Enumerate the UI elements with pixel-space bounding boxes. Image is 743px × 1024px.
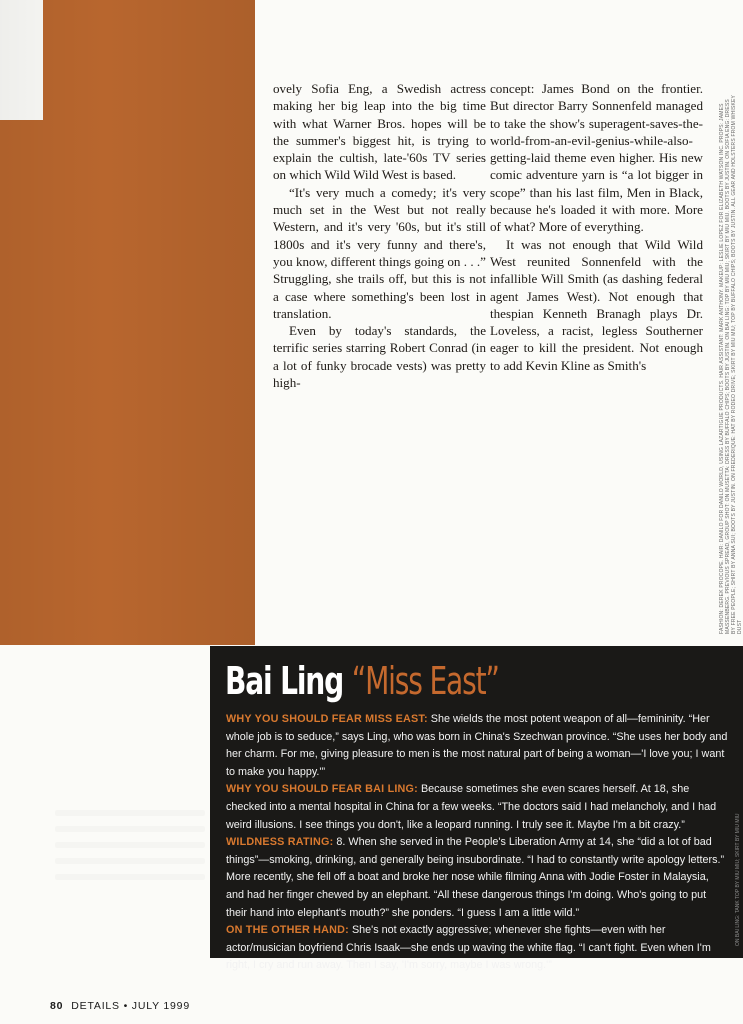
profile-title — [225, 659, 499, 703]
section-lead: WILDNESS RATING: — [226, 836, 334, 849]
article-paragraph: ovely Sofia Eng, a Swedish actress making her big leap into the big time with what Warner Bros. hopes will be the summer's biggest hit, is trying to explain the cultish, late-'60s TV series on which Wild Wild West is based. — [273, 81, 486, 183]
photo-bleed-through — [55, 810, 205, 950]
profile-section — [226, 781, 729, 834]
profile-section — [226, 922, 729, 975]
article-paragraph: Even by today's standards, the terrific series starring Robert Conrad (in a lot of funky brocade vests) was pretty high- — [273, 323, 486, 391]
fashion-credits — [719, 90, 743, 634]
profile-section — [226, 834, 729, 922]
section-text: She's not exactly aggressive; whenever she fights—even with her actor/musician boyfriend Chris Isaak—she ends up waving the white flag. “I can't fight. Even when I'm right, I cry and run away. Then I say, 'I'm sorry, maybe I was wrong.'” — [226, 924, 711, 972]
section-lead: WHY YOU SHOULD FEAR MISS EAST: — [226, 713, 428, 725]
dropcap-shading — [0, 0, 262, 645]
section-lead: ON THE OTHER HAND: — [226, 924, 349, 937]
profile-name: Bai Ling — [225, 659, 344, 703]
section-text: Because sometimes she even scares herself. At 18, she checked into a mental hospital in China for a few weeks. “The doctors said I had melancholy, and I had weird illusions. I see things you don't, like a leopard running. I truly see it. Maybe I'm a bit crazy.” — [226, 783, 717, 831]
profile-section — [226, 711, 729, 781]
section-text: 8. When she served in the People's Liberation Army at 14, she “did a lot of bad things”—smoking, drinking, and generally being insubordinate. “I had to constantly write apology letters.” More recently, she fell off a boat and broke her nose while filming Anna with Jodie Foster in Malaysia, and had her finger chewed by an elephant. “All these dangerous things I'm doing. Who's going to put their hand into elephant's mouth?” she ponders. “I guess I am a little wild.” — [226, 836, 725, 919]
article-paragraph: It was not enough that Wild Wild West reunited Sonnenfeld with the infallible Will Smith (as dashing federal agent James West). Not enough that thespian Kenneth Branagh plays Dr. Loveless, a racist, legless Southerner eager to kill the president. Not enough to add Kevin Kline as Smith's — [490, 236, 703, 373]
dropcap-gutter — [255, 0, 265, 645]
article-column-2 — [490, 80, 703, 374]
folio — [50, 1000, 190, 1012]
photo-credit-text: ON BAI LING: TANK TOP BY MIU MIU; SKIRT BY MIU MIU — [735, 813, 741, 946]
section-lead: WHY YOU SHOULD FEAR BAI LING: — [226, 783, 418, 796]
dropcap-letter-l — [0, 0, 262, 645]
magazine-issue: DETAILS • JULY 1999 — [71, 1000, 190, 1012]
article-column-1 — [273, 80, 486, 391]
section-text: She wields the most potent weapon of all—femininity. “Her whole job is to seduce,” says Ling, who was born in China's Szechwan province. “She uses her body and her charm. For me, giving pleasure to men is the most natural part of being a woman—'I love you; I want to make you happy.'” — [226, 713, 728, 778]
article-paragraph: concept: James Bond on the frontier. But director Barry Sonnenfeld managed to take the show's superagent-saves-the-world-from-an-evil-genius-while-also-getting-laid theme even higher. His new comic adventure yarn is “a lot bigger in scope” than his last film, Men in Black, because he's loaded it with more. More of what? More of everything. — [490, 81, 703, 235]
profile-body — [226, 711, 729, 975]
photo-credit — [733, 688, 743, 948]
fashion-credits-text: FASHION: DEREK PROCOPE. HAIR: DANILO FOR DANILO WORLD, USING LAZARTIGUE PRODUCTS. HAIR ASSISTANT: MARK ANTHONY. MAKEUP: LESLIE LOPEZ FOR ELIZABETH WATSON INC. PROPS: JAMES MASSENBERG. PREVIOUS SPREAD, GROUP SHOT: ON MUSETTA: DRESS BY BUFFALO CHIPS; BOOTS BY JUSTIN. ON BAI LING: TOP BY MIU MIU; SKIRT BY MIU MIU. BOOTS BY JUSTIN. ON SOFIA ENG: DRESS BY FREE PEOPLE; SHIRT BY ANNA SUI; BOOTS BY JUSTIN. ON FREDERIQUE: HAT BY RODEO DRIVE; SKIRT BY MIU MIU; TOP BY BUFFALO CHIPS; BOOTS BY JUSTIN. ALL GEAR AND HOLSTERS FROM WHISKEY DUST — [719, 95, 743, 634]
page-number: 80 — [50, 1000, 64, 1012]
article-paragraph: “It's very much a comedy; it's very much set in the West but not really Western, and it's very '60s, but it's still 1800s and it's very funny and there's, you know, different things going on . . .” Struggling, she trails off, but this is not a case where something's been lost in translation. — [273, 184, 486, 321]
profile-nickname: “Miss East” — [351, 659, 499, 703]
